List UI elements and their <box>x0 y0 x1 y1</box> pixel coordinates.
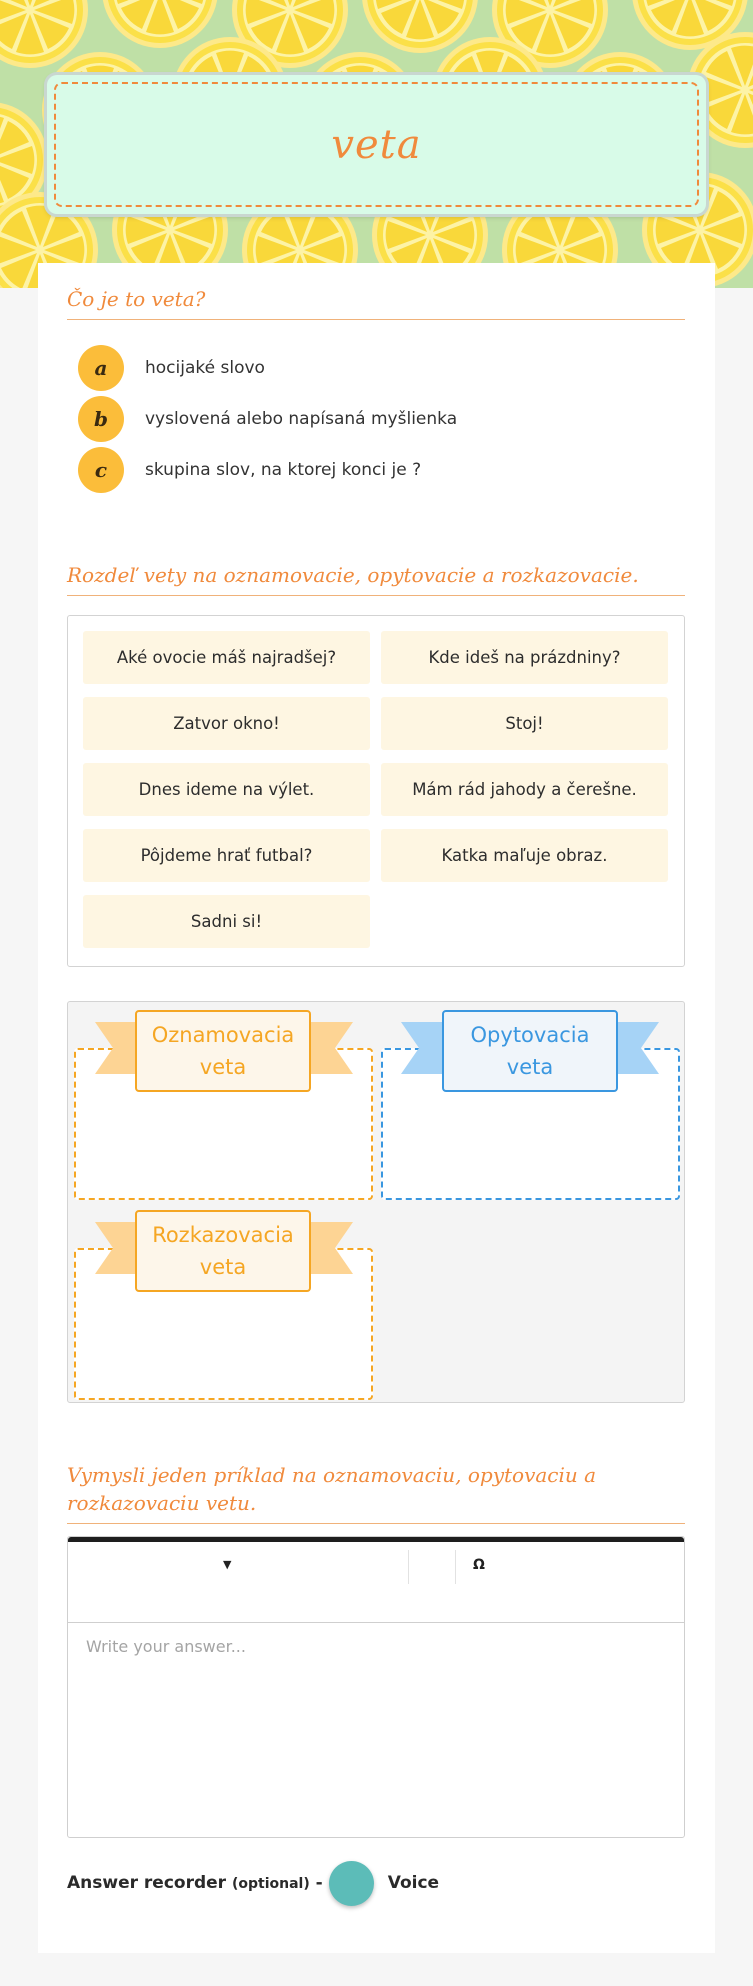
answer-editor <box>67 1536 685 1838</box>
toolbar-divider <box>408 1550 409 1584</box>
bucket-label-oznamovacia: Oznamovacia veta <box>135 1010 311 1092</box>
option-letter-bubble[interactable]: a <box>78 345 124 391</box>
option-letter-bubble[interactable]: b <box>78 396 124 442</box>
recorder-label: Answer recorder (optional) - <box>67 1873 323 1893</box>
sortable-sentence-pool <box>67 615 685 967</box>
sorting-buckets-area <box>67 1001 685 1403</box>
title-card <box>47 75 706 214</box>
draggable-sentence[interactable]: Sadni si! <box>83 895 370 948</box>
page-title: veta <box>331 121 422 168</box>
bucket-label-opytovacia: Opytovacia veta <box>442 1010 618 1092</box>
draggable-sentence[interactable]: Aké ovocie máš najradšej? <box>83 631 370 684</box>
sorting-instruction: Rozdeľ vety na oznamovacie, opytovacie a rozkazovacie. <box>67 561 685 596</box>
toolbar-divider <box>455 1550 456 1584</box>
draggable-sentence[interactable]: Stoj! <box>381 697 668 750</box>
draggable-sentence[interactable]: Zatvor okno! <box>83 697 370 750</box>
option-text: vyslovená alebo napísaná myšlienka <box>145 409 458 429</box>
omega-icon[interactable]: Ω <box>473 1557 485 1573</box>
draggable-sentence[interactable]: Mám rád jahody a čerešne. <box>381 763 668 816</box>
quiz-option-c[interactable] <box>78 447 421 493</box>
quiz-option-b[interactable] <box>78 396 457 442</box>
record-icon[interactable] <box>329 1861 374 1906</box>
worksheet <box>38 263 715 1953</box>
draggable-sentence[interactable]: Dnes ideme na výlet. <box>83 763 370 816</box>
draggable-sentence[interactable]: Pôjdeme hrať futbal? <box>83 829 370 882</box>
voice-label: Voice <box>387 1873 440 1893</box>
writing-instruction: Vymysli jeden príklad na oznamovaciu, opytovaciu a rozkazovaciu vetu. <box>67 1461 685 1524</box>
option-text: hocijaké slovo <box>145 358 265 378</box>
title-card-frame <box>54 82 699 207</box>
quiz-question: Čo je to veta? <box>67 285 685 320</box>
caret-down-icon[interactable]: ▼ <box>223 1558 232 1571</box>
bucket-label-rozkazovacia: Rozkazovacia veta <box>135 1210 311 1292</box>
quiz-option-a[interactable] <box>78 345 265 391</box>
answer-recorder <box>67 1861 439 1905</box>
editor-toolbar <box>68 1542 684 1623</box>
option-text: skupina slov, na ktorej konci je ? <box>145 460 422 480</box>
option-letter-bubble[interactable]: c <box>78 447 124 493</box>
answer-input[interactable] <box>84 1635 668 1821</box>
draggable-sentence[interactable]: Kde ideš na prázdniny? <box>381 631 668 684</box>
header-banner <box>0 0 753 288</box>
draggable-sentence[interactable]: Katka maľuje obraz. <box>381 829 668 882</box>
